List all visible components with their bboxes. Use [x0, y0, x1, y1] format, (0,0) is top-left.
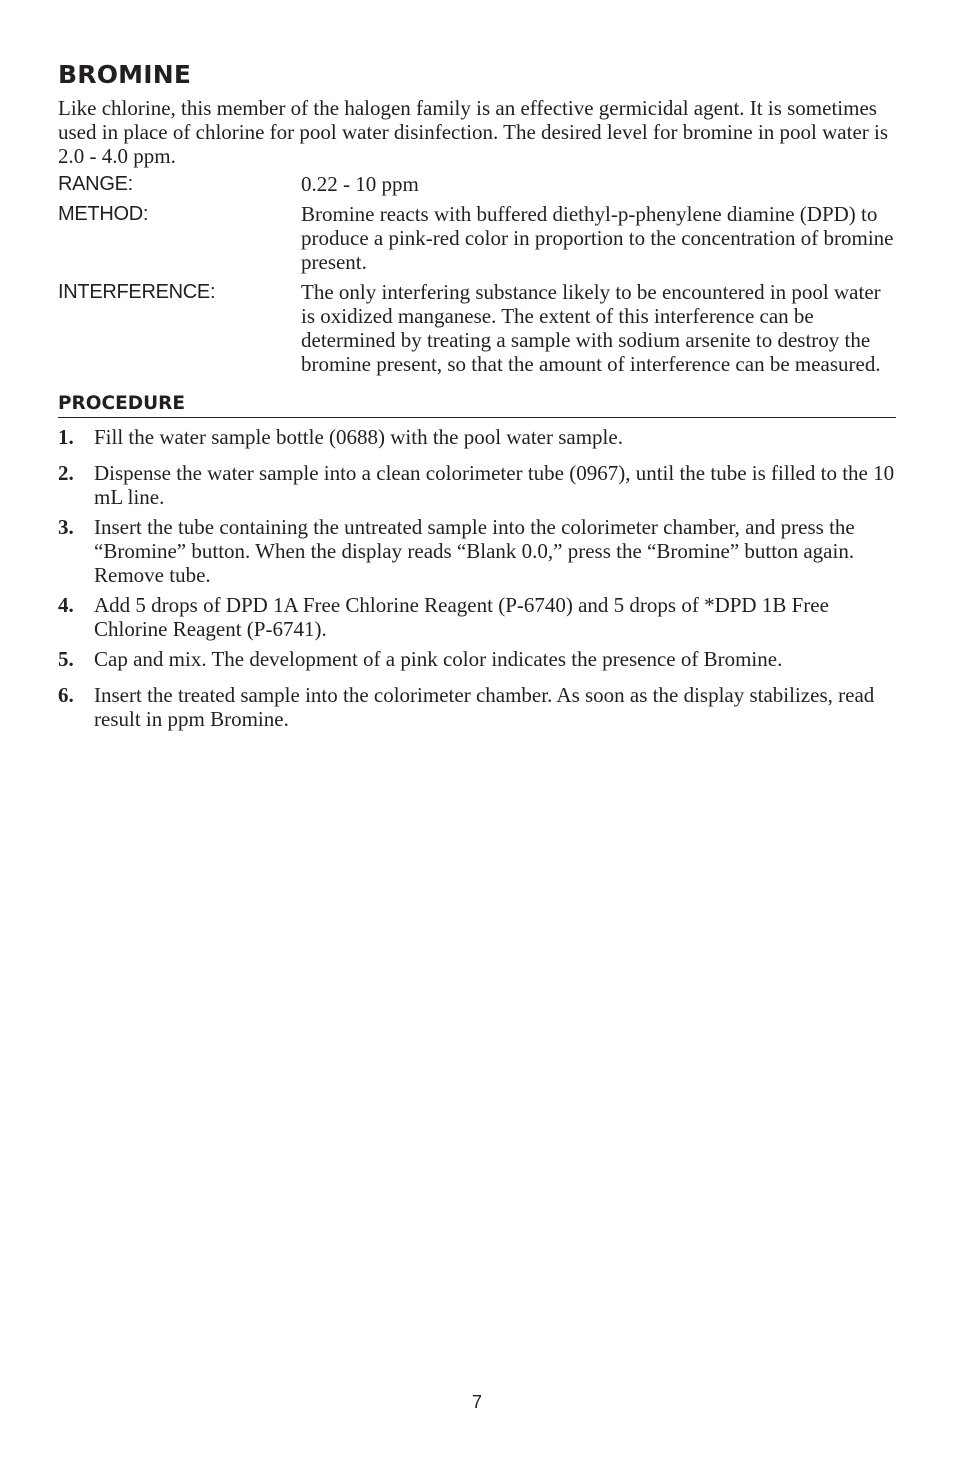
step-text: Dispense the water sample into a clean colorimeter tube (0967), until the tube is filled to the 10 mL line. [94, 461, 895, 509]
definition-value: Bromine reacts with buffered diethyl-p-phenylene diamine (DPD) to produce a pink-red color in proportion to the concentration of bromine present. [301, 202, 894, 274]
step-number: 1. [58, 425, 74, 449]
step-text: Cap and mix. The development of a pink color indicates the presence of Bromine. [94, 647, 783, 671]
step-text: Fill the water sample bottle (0688) with the pool water sample. [94, 425, 623, 449]
procedure-step [58, 593, 896, 641]
procedure-step [58, 461, 896, 509]
definition-term: RANGE: [58, 173, 133, 195]
step-number: 6. [58, 683, 74, 707]
definition-method [58, 202, 896, 274]
procedure-step [58, 515, 896, 587]
procedure-step [58, 425, 896, 449]
step-text: Insert the tube containing the untreated sample into the colorimeter chamber, and press the “Bromine” button. When the display reads “Blank 0.0,” press the “Bromine” button again. Remove tube. [94, 515, 855, 587]
document-page [58, 58, 896, 743]
page-number: 7 [471, 1392, 482, 1412]
definition-term: METHOD: [58, 203, 149, 225]
step-text: Insert the treated sample into the colorimeter chamber. As soon as the display stabilizes, read result in ppm Bromine. [94, 683, 875, 731]
procedure-heading: PROCEDURE [58, 392, 896, 418]
definition-range [58, 172, 896, 196]
intro-paragraph: Like chlorine, this member of the halogen family is an effective germicidal agent. It is sometimes used in place of chlorine for pool water disinfection. The desired level for bromine in pool water is 2.0 - 4.0 ppm. [58, 96, 889, 168]
step-number: 5. [58, 647, 74, 671]
definition-interference [58, 280, 896, 376]
definition-value: The only interfering substance likely to be encountered in pool water is oxidized manganese. The extent of this interference can be determined by treating a sample with sodium arsenite to destroy the bromine present, so that the amount of interference can be measured. [301, 280, 881, 376]
step-number: 4. [58, 593, 74, 617]
definition-term: INTERFERENCE: [58, 281, 216, 303]
step-number: 2. [58, 461, 74, 485]
procedure-step [58, 683, 896, 731]
step-number: 3. [58, 515, 74, 539]
page-title: BROMINE [58, 60, 192, 89]
definition-value: 0.22 - 10 ppm [301, 172, 419, 196]
procedure-step [58, 647, 896, 671]
definitions-list [58, 172, 896, 376]
procedure-steps [58, 425, 896, 731]
step-text: Add 5 drops of DPD 1A Free Chlorine Reagent (P-6740) and 5 drops of *DPD 1B Free Chlorine Reagent (P-6741). [94, 593, 829, 641]
